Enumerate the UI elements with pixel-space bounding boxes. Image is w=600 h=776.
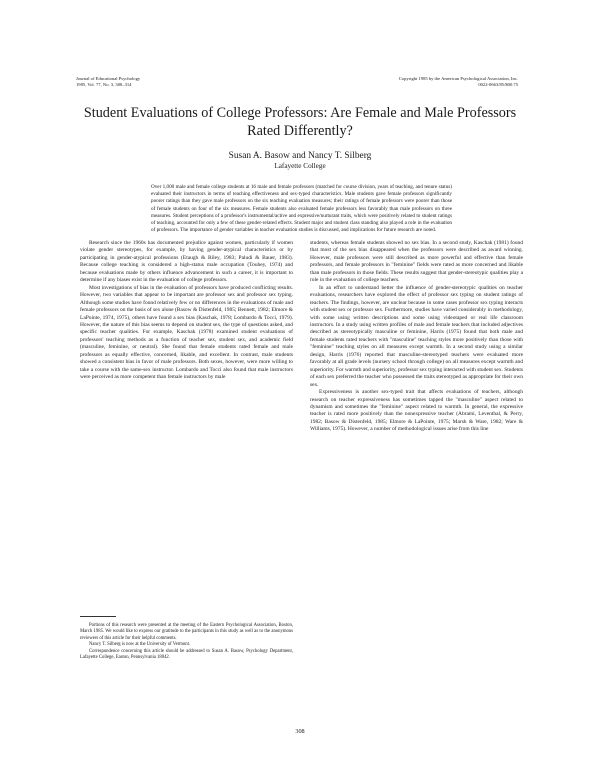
footnote: Correspondence concerning this article should be addressed to Susan A. Basow, Psychology Department, Lafayette College, Easton, Pennsylvania 18042. — [80, 648, 293, 661]
copyright-line: Copyright 1985 by the American Psychological Association, Inc. — [398, 76, 518, 81]
author-affiliation: Lafayette College — [274, 162, 326, 170]
abstract-text: Over 1,000 male and female college students at 16 male and female professors (matched for course division, years of teaching, and tenure status) evaluated their instructors in terms of teaching effectiveness and sex-typed characteristics. Male students gave female professors significantly poorer ratings than they gave male professors on the six teaching evaluation measures; their ratings of female professors were poorer than those of female students on four of the six measures. Female students also evaluated female professors less favorably than male professors on three measures. Student perceptions of a professor's instrumental/active and expressive/nurturant traits, which were positively related to student ratings of teaching, accounted for only a few of these gender-related effects. Student major and student class standing also played a role in the evaluation of professors. The importance of gender variables in teacher evaluation studies is discussed, and implications for future research are noted. — [151, 184, 452, 234]
journal-name: Journal of Educational Psychology — [76, 76, 141, 81]
footnote-rule — [80, 616, 116, 617]
right-column — [310, 240, 523, 434]
footnotes — [80, 616, 293, 661]
footnote: Portions of this research were presented at the meeting of the Eastern Psychological Association, Boston, March 1985. We would like to express our gratitude to the participants in this study as well as to the anonymous reviewers of this article for their helpful comments. — [80, 623, 293, 641]
body-paragraph: Most investigations of bias in the evaluation of professors have produced conflicting results. However, two variables that appear to be important are professor sex and professor sex typing. Although some studies have found relatively few or no differences in the evaluations of male and female professors on the basis of sex alone (Basow & Distenfeld, 1985; Bennett, 1982; Elmore & LaPointe, 1974, 1975), others have found a sex bias (Kaschak, 1978; Lombardo & Tocci, 1979). However, the nature of this bias seems to depend on student sex, the type of questions asked, and specific teacher qualities. For example, Kaschak (1978) examined student evaluations of professors' teaching methods as a function of teacher sex, student sex, and academic field (masculine, feminine, or neutral). She found that female students rated female and male professors as equally effective, concerned, likable, and excellent. In contrast, male students showed a consistent bias in favor of male professors. Both sexes, however, were more willing to take a course with the same-sex instructor. Lombardo and Tocci also found that male instructors were perceived as more competent than female instructors by male — [80, 284, 293, 381]
footnote: Nancy T. Silberg is now at the University of Vermont. — [89, 642, 191, 648]
copyright-header — [298, 76, 518, 88]
body-paragraph: Research since the 1960s has documented prejudice against women, particularly if women violate gender stereotypes, for example, by having gender-atypical characteristics or by participating in gender-atypical professions (Etaugh & Riley, 1983; Paludi & Bauer, 1983). Because college teaching is considered a high-status male occupation (Touhey, 1974) and because evaluations made by others influence advancement in such a career, it is important to determine if any biases exist in the evaluation of college professors. — [80, 240, 293, 284]
body-paragraph: In an effort to understand better the influence of gender-stereotypic qualities on teacher evaluations, researchers have explored the effect of professor sex typing on student ratings of teachers. The findings, however, are unclear because in some cases professor sex typing interacts with student sex or professor sex. Furthermore, studies have varied considerably in methodology, with some using written descriptions and some using videotaped or real life classroom instructors. In a study using written profiles of male and female teachers that included adjectives described as stereotypically masculine or feminine, Harris (1975) found that both male and female students rated teachers with "masculine" teaching styles more positively than those with "feminine" teaching styles on all measures except warmth. In a second study using a similar design, Harris (1976) reported that masculine-stereotyped teachers were evaluated more favorably at all grade levels (nursery school through college) on all measures except warmth and superiority. For warmth and superiority, professor sex typing interacted with student sex. Students of each sex preferred the teacher who possessed the traits stereotyped as appropriate for their own sex. — [310, 284, 523, 388]
page-number: 308 — [295, 728, 305, 735]
body-paragraph: Expressiveness is another sex-typed trait that affects evaluations of teachers, although research on teacher expressiveness has sometimes tapped the "masculine" aspect related to dynamism and sometimes the "feminine" aspect related to warmth. In general, the expressive teacher is rated more positively than the nonexpressive teacher (Abrami, Leventhal, & Perry, 1982; Basow & Distenfeld, 1985; Elmore & LaPointe, 1975; Marsh & Ware, 1982; Ware & Williams, 1975). However, a number of methodological issues arise from this line — [310, 389, 523, 433]
article-title: Student Evaluations of College Professors: Are Female and Male Professors Rated Differently? — [83, 105, 517, 139]
abstract — [151, 184, 452, 234]
journal-volume: 1985, Vol. 77, No. 3, 308–314 — [76, 82, 132, 87]
body-paragraph: students, whereas female students showed no sex bias. In a second study, Kaschak (1981) found that most of the sex bias disappeared when the professors were described as award winning. However, male professors were still described as more powerful and effective than female professors, and female professors in "feminine" fields were rated as more concerned and likable than male professors in those fields. These results suggest that gender-stereotypic qualities play a role in the evaluation of college teachers. — [310, 240, 523, 284]
left-column — [80, 240, 293, 382]
issn-line: 0022-0663/85/$00.75 — [478, 82, 518, 87]
journal-header — [76, 76, 276, 88]
article-authors: Susan A. Basow and Nancy T. Silberg — [228, 151, 372, 161]
